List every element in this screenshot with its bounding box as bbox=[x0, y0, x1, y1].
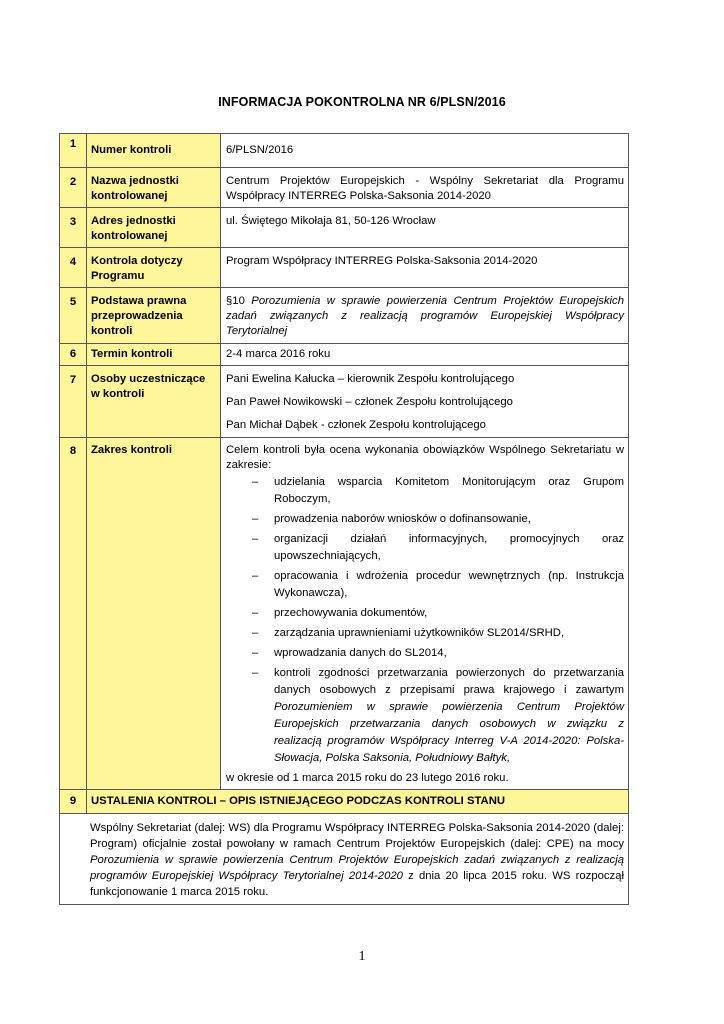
row-number: 5 bbox=[60, 288, 87, 344]
row-value: Program Współpracy INTERREG Polska-Saksonia 2014-2020 bbox=[221, 248, 629, 288]
table-row bbox=[60, 168, 629, 208]
row-number: 3 bbox=[60, 208, 87, 248]
row-number: 8 bbox=[60, 438, 87, 790]
person-item: Pan Michał Dąbek - członek Zespołu kontrolującego bbox=[226, 419, 486, 431]
row-label: Kontrola dotyczy Programu bbox=[87, 248, 221, 288]
row-value: ul. Świętego Mikołaja 81, 50-126 Wrocław bbox=[221, 208, 629, 248]
dash-marker: – bbox=[252, 513, 259, 525]
row-value: 6/PLSN/2016 bbox=[221, 134, 629, 168]
row-label: Podstawa prawna przeprowadzenia kontroli bbox=[87, 288, 221, 344]
table-row bbox=[60, 366, 629, 438]
row-value bbox=[221, 438, 629, 790]
list-item: – przechowywania dokumentów, bbox=[274, 605, 624, 622]
list-item: – organizacji działań informacyjnych, promocyjnych oraz upowszechniających, bbox=[252, 533, 624, 562]
table-row bbox=[60, 438, 629, 790]
section-body: Wspólny Sekretariat (dalej: WS) dla Programu Współpracy INTERREG Polska-Saksonia 2014-2020 (dalej: Program) oficjalnie został powołany w ramach Centrum Projektów Europejskich (dalej: CPE) na mocy Porozumienia w sprawie powierzenia Centrum Projektów Europejskich zadań związanych z realizacją programów Europejskiej Współpracy Terytorialnej 2014-2020 z dnia 20 lipca 2015 roku. WS rozpoczął funkcjonowanie 1 marca 2015 roku. bbox=[60, 814, 629, 905]
person-item: Pani Ewelina Kałucka – kierownik Zespołu kontrolującego bbox=[226, 373, 515, 385]
dash-marker: – bbox=[252, 570, 259, 582]
dash-marker: – bbox=[252, 533, 259, 545]
dash-marker: – bbox=[252, 647, 259, 659]
person-item: Pan Paweł Nowikowski – członek Zespołu kontrolującego bbox=[226, 396, 513, 408]
legal-basis-title: Porozumienia w sprawie powierzenia Centrum Projektów Europejskich zadań związanych z realizacją programów Europejskiej Współpracy Terytorialnej bbox=[226, 295, 624, 337]
list-item: – prowadzenia naborów wniosków o dofinansowanie, bbox=[274, 511, 624, 528]
row-value: 2-4 marca 2016 roku bbox=[221, 344, 629, 366]
control-info-table bbox=[59, 133, 629, 905]
dash-marker: – bbox=[252, 607, 259, 619]
dash-marker: – bbox=[252, 667, 259, 679]
table-row bbox=[60, 248, 629, 288]
table-row bbox=[60, 134, 629, 168]
row-value bbox=[221, 288, 629, 344]
row-number: 6 bbox=[60, 344, 87, 366]
scope-intro: Celem kontroli była ocena wykonania obowiązków Wspólnego Sekretariatu w zakresie: bbox=[226, 444, 624, 471]
list-item: – zarządzania uprawnieniami użytkowników SL2014/SRHD, bbox=[274, 625, 624, 642]
list-item: – kontroli zgodności przetwarzania powierzonych do przetwarzania danych osobowych z przepisami prawa krajowego i zawartym Porozumieniem w sprawie powierzenia Centrum Projektów Europejskich przetwarzania danych osobowych w związku z realizacją programów Współpracy Interreg V-A 2014-2020: Polska-Słowacja, Polska Saksonia, Południowy Bałtyk, bbox=[252, 667, 624, 764]
dash-marker: – bbox=[252, 627, 259, 639]
section-body-row bbox=[60, 814, 629, 905]
row-label: Nazwa jednostki kontrolowanej bbox=[87, 168, 221, 208]
table-row bbox=[60, 344, 629, 366]
list-item: – opracowania i wdrożenia procedur wewnętrznych (np. Instrukcja Wykonawcza), bbox=[252, 570, 624, 599]
row-label: Adres jednostki kontrolowanej bbox=[87, 208, 221, 248]
table-row bbox=[60, 288, 629, 344]
dash-marker: – bbox=[252, 476, 259, 488]
table-row bbox=[60, 208, 629, 248]
row-number: 2 bbox=[60, 168, 87, 208]
row-label: Osoby uczestniczące w kontroli bbox=[87, 366, 221, 438]
row-number: 4 bbox=[60, 248, 87, 288]
section-heading: USTALENIA KONTROLI – OPIS ISTNIEJĄCEGO PODCZAS KONTROLI STANU bbox=[87, 790, 629, 814]
list-item: – udzielania wsparcia Komitetom Monitorującym oraz Grupom Roboczym, bbox=[252, 476, 624, 505]
row-number: 9 bbox=[60, 790, 87, 814]
scope-list bbox=[226, 474, 624, 767]
row-label: Numer kontroli bbox=[87, 134, 221, 168]
page-number: 1 bbox=[358, 949, 366, 964]
section-heading-row bbox=[60, 790, 629, 814]
legal-basis-prefix: §10 bbox=[226, 295, 252, 307]
scope-period: w okresie od 1 marca 2015 roku do 23 lutego 2016 roku. bbox=[226, 772, 509, 784]
row-value: Centrum Projektów Europejskich - Wspólny Sekretariat dla Programu Współpracy INTERREG Polska-Saksonia 2014-2020 bbox=[221, 168, 629, 208]
row-label: Zakres kontroli bbox=[87, 438, 221, 790]
row-value bbox=[221, 366, 629, 438]
row-number: 7 bbox=[60, 366, 87, 438]
row-number: 1 bbox=[60, 134, 87, 168]
list-item: – wprowadzania danych do SL2014, bbox=[274, 645, 624, 662]
row-label: Termin kontroli bbox=[87, 344, 221, 366]
document-title: INFORMACJA POKONTROLNA NR 6/PLSN/2016 bbox=[218, 95, 506, 109]
